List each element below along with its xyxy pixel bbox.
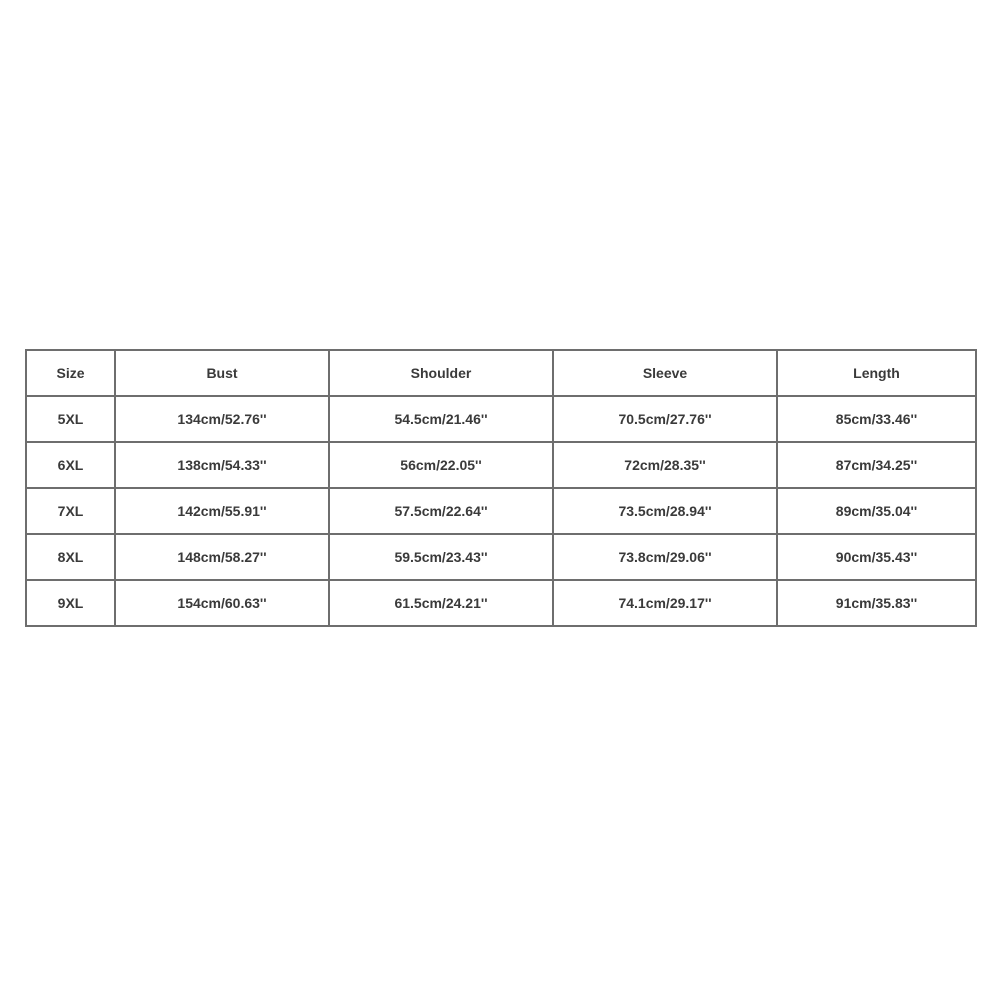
header-length: Length [777, 350, 976, 396]
table-row [26, 534, 976, 580]
sleeve-cell: 70.5cm/27.76'' [553, 396, 777, 442]
length-cell: 91cm/35.83'' [777, 580, 976, 626]
header-size: Size [26, 350, 115, 396]
bust-cell: 148cm/58.27'' [115, 534, 329, 580]
shoulder-cell: 57.5cm/22.64'' [329, 488, 553, 534]
size-cell: 5XL [26, 396, 115, 442]
shoulder-cell: 61.5cm/24.21'' [329, 580, 553, 626]
sleeve-cell: 74.1cm/29.17'' [553, 580, 777, 626]
sleeve-cell: 72cm/28.35'' [553, 442, 777, 488]
bust-cell: 154cm/60.63'' [115, 580, 329, 626]
shoulder-cell: 56cm/22.05'' [329, 442, 553, 488]
length-cell: 89cm/35.04'' [777, 488, 976, 534]
length-cell: 85cm/33.46'' [777, 396, 976, 442]
shoulder-cell: 54.5cm/21.46'' [329, 396, 553, 442]
sleeve-cell: 73.8cm/29.06'' [553, 534, 777, 580]
size-cell: 8XL [26, 534, 115, 580]
size-chart-table [25, 349, 977, 627]
size-cell: 7XL [26, 488, 115, 534]
bust-cell: 134cm/52.76'' [115, 396, 329, 442]
length-cell: 90cm/35.43'' [777, 534, 976, 580]
shoulder-cell: 59.5cm/23.43'' [329, 534, 553, 580]
size-cell: 6XL [26, 442, 115, 488]
header-bust: Bust [115, 350, 329, 396]
bust-cell: 138cm/54.33'' [115, 442, 329, 488]
size-cell: 9XL [26, 580, 115, 626]
header-shoulder: Shoulder [329, 350, 553, 396]
header-sleeve: Sleeve [553, 350, 777, 396]
length-cell: 87cm/34.25'' [777, 442, 976, 488]
bust-cell: 142cm/55.91'' [115, 488, 329, 534]
sleeve-cell: 73.5cm/28.94'' [553, 488, 777, 534]
table-row [26, 580, 976, 626]
table-row [26, 442, 976, 488]
header-row [26, 350, 976, 396]
table-row [26, 488, 976, 534]
table-row [26, 396, 976, 442]
